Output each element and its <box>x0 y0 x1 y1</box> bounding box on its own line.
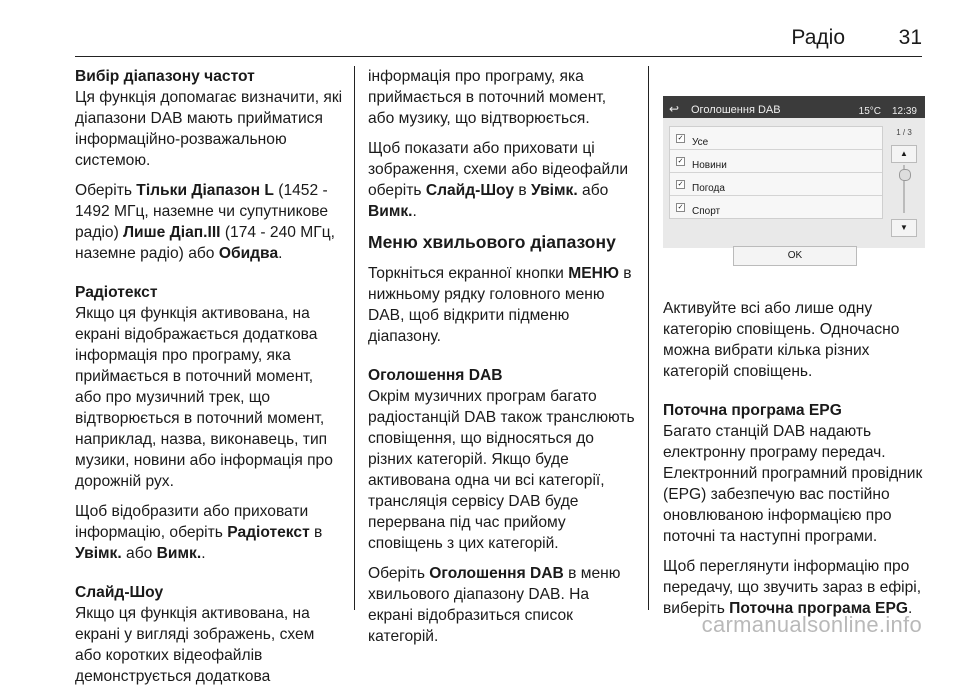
paragraph: інформація про програму, яка приймається в поточний момент, або музику, що відтворюється. <box>368 68 607 127</box>
scroll-down-button[interactable]: ▼ <box>891 219 917 237</box>
clock: 12:39 <box>891 106 917 117</box>
column-divider <box>354 66 355 610</box>
back-icon[interactable]: ↩ <box>669 102 680 116</box>
scrollbar[interactable] <box>903 165 905 213</box>
list-item[interactable]: ✓ Новини <box>670 150 882 173</box>
paragraph: Окрім музичних програм багато радіостанцій DAB також транслюють сповіщення, що відносяться до різних категорій. Якщо буде активована одна чи всі категорії, трансляція сервісу DAB буде перервана під час прийому сповіщень з цих категорій. <box>368 388 635 552</box>
temperature: 15°C <box>858 106 881 117</box>
heading-band-selection: Вибір діапазону частот <box>75 68 255 85</box>
category-list <box>669 126 883 219</box>
page-indicator: 1 / 3 <box>896 128 912 137</box>
paragraph: Оберіть Оголошення DAB в меню хвильового діапазону DAB. На екрані відобразиться список категорій. <box>368 565 621 645</box>
paragraph: Активуйте всі або лише одну категорію сповіщень. Одночасно можна вибрати кілька різних категорій сповіщень. <box>663 300 900 380</box>
ok-button[interactable]: OK <box>733 246 857 266</box>
column-1 <box>75 66 343 696</box>
scroll-controls <box>889 122 919 239</box>
paragraph: Оберіть Тільки Діапазон L (1452 - 1492 МГц, наземне чи супутникове радіо) Лише Діап.III (174 - 240 МГц, наземне радіо) або Обидва. <box>75 182 335 262</box>
checkbox-icon[interactable]: ✓ <box>677 158 684 165</box>
checkbox-icon[interactable]: ✓ <box>677 135 684 142</box>
paragraph: Торкніться екранної кнопки МЕНЮ в нижньому рядку головного меню DAB, щоб відкрити підменю діапазону. <box>368 265 632 345</box>
list-item[interactable]: ✓ Усе <box>670 127 882 150</box>
watermark: carmanualsonline.info <box>701 612 922 637</box>
checkbox-icon[interactable]: ✓ <box>677 181 684 188</box>
list-item[interactable]: ✓ Спорт <box>677 204 721 217</box>
paragraph: Багато станцій DAB надають електронну програму передач. Електронний програмний провідник (EPG) забезпечую вас постійно оновлюваною інформацією про поточні та наступні програми. <box>663 423 923 545</box>
heading-dab-announcements: Оголошення DAB <box>368 367 503 384</box>
heading-band-menu: Меню хвильового діапазону <box>368 232 616 252</box>
screen-title-bar <box>663 96 925 118</box>
paragraph: Щоб відобразити або приховати інформацію, оберіть Радіотекст в Увімк. або Вимк.. <box>75 503 323 562</box>
paragraph: Якщо ця функція активована, на екрані відображається додаткова інформація про програму, яка приймається в поточний момент, або про музичний трек, що відтворюється в поточний момент, наприклад, назва, виконавець, тип музики, новини або інформація про дорожній рух. <box>75 305 333 490</box>
page-number: 31 <box>898 26 922 49</box>
paragraph: Ця функція допомагає визначити, які діапазони DAB мають прийматися інформаційно-розважальною системою. <box>75 89 343 169</box>
scroll-up-button[interactable]: ▲ <box>891 145 917 163</box>
checkbox-icon[interactable]: ✓ <box>677 204 684 211</box>
scroll-thumb[interactable] <box>899 169 911 181</box>
paragraph: Щоб переглянути інформацію про передачу, що звучить зараз в ефірі, виберіть Поточна програма EPG. <box>663 558 922 617</box>
column-divider <box>648 66 649 610</box>
heading-current-epg: Поточна програма EPG <box>663 402 842 419</box>
list-item[interactable]: ✓ Погода <box>670 173 882 196</box>
paragraph: Якщо ця функція активована, на екрані у вигляді зображень, схем або коротких відеофайлів демонструється додаткова <box>75 605 315 685</box>
infotainment-screen <box>663 96 925 261</box>
screenshot-figure <box>663 66 925 278</box>
screen-title: Оголошення DAB <box>691 104 781 116</box>
column-2 <box>368 66 636 656</box>
heading-slideshow: Слайд-Шоу <box>75 584 164 601</box>
page-header <box>0 0 960 56</box>
paragraph: Щоб показати або приховати ці зображення, схеми або відеофайли оберіть Слайд-Шоу в Увімк. або Вимк.. <box>368 140 629 220</box>
header-rule <box>75 56 922 57</box>
column-3 <box>663 66 925 628</box>
section-title: Радіо <box>791 26 845 49</box>
heading-radiotext: Радіотекст <box>75 284 158 301</box>
